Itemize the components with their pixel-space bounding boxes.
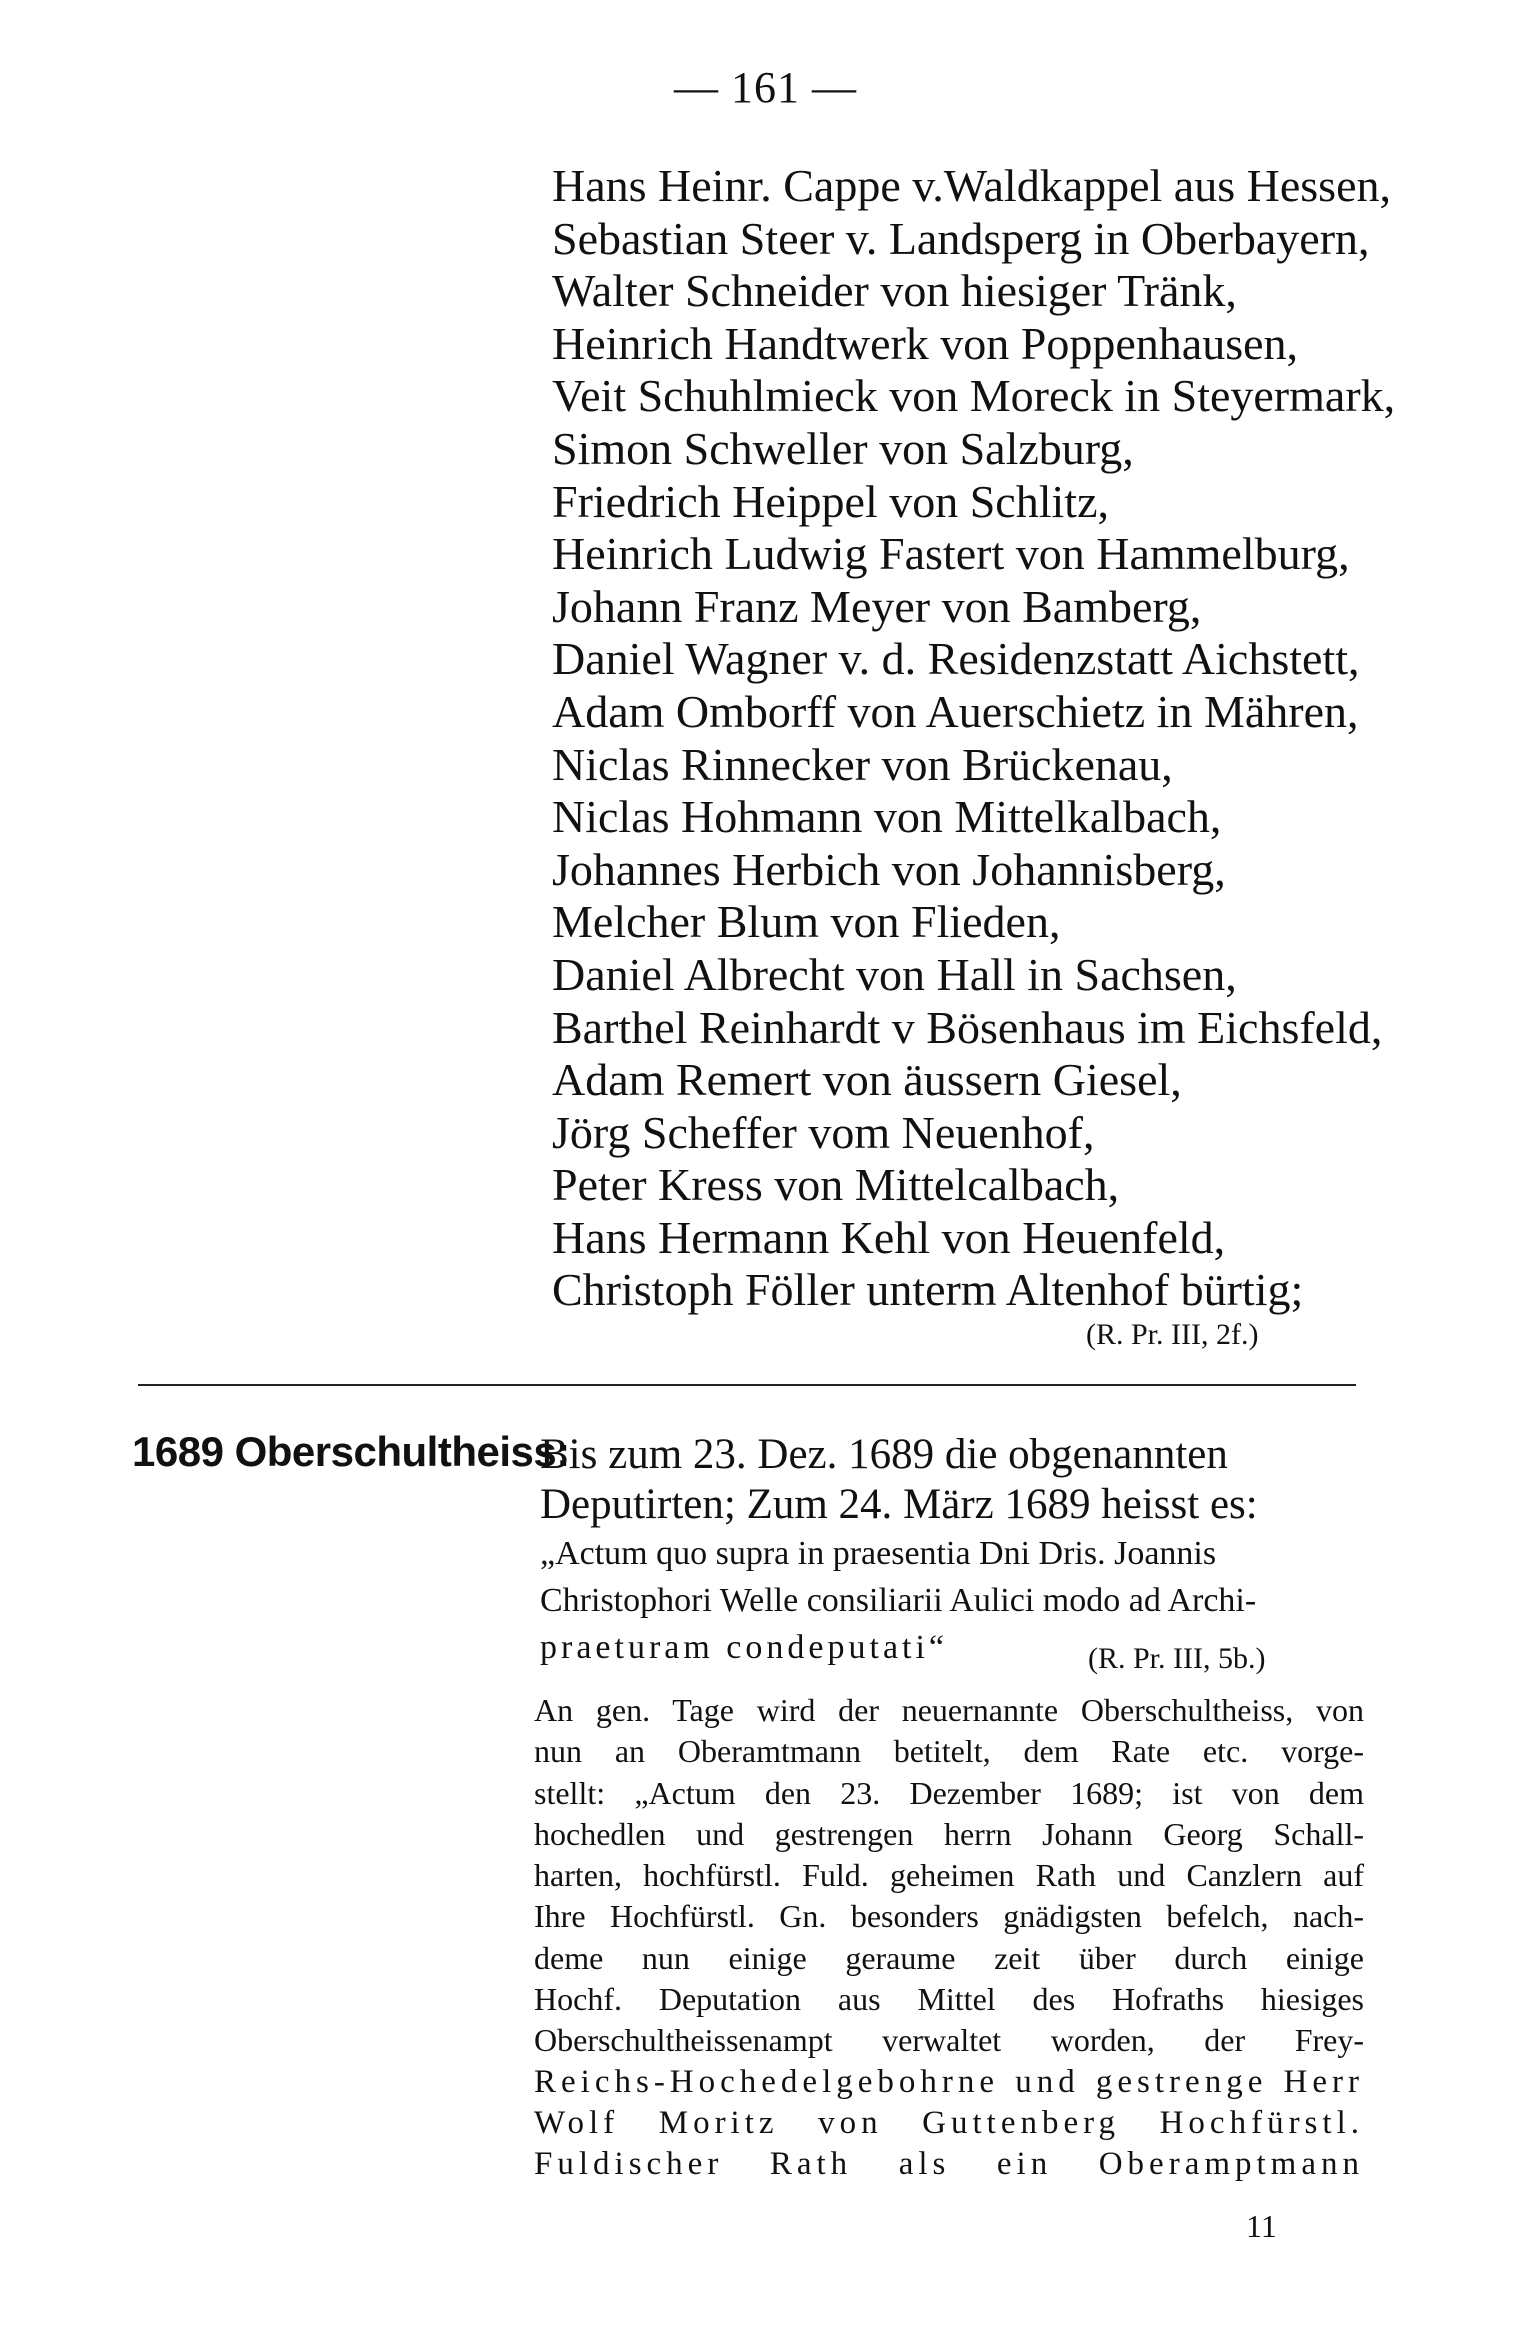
name-line: Jörg Scheffer vom Neuenhof, (552, 1106, 1095, 1158)
name-line: Hans Heinr. Cappe v.Waldkappel aus Hessen, (552, 160, 1391, 211)
note-line: Ihre Hochfürstl. Gn. besonders gnädigsten befelch, nach- (534, 1898, 1364, 1935)
name-line: Heinrich Ludwig Fastert von Hammelburg, (552, 528, 1350, 580)
name-line: Peter Kress von Mittelcalbach, (552, 1159, 1120, 1211)
latin-quote-line: „Actum quo supra in praesentia Dni Dris. Joannis (540, 1535, 1217, 1572)
section-entry (540, 1430, 1360, 1671)
section-heading: 1689 Oberschultheiss: (132, 1428, 570, 1475)
note-line: Oberschultheissenampt verwaltet worden, der Frey- (534, 2022, 1364, 2059)
name-line: Daniel Wagner v. d. Residenzstatt Aichstett, (552, 633, 1360, 685)
name-line: Barthel Reinhardt v Bösenhaus im Eichsfeld, (552, 1001, 1383, 1053)
name-line: Sebastian Steer v. Landsperg in Oberbayern, (552, 212, 1370, 264)
name-line: Daniel Albrecht von Hall in Sachsen, (552, 948, 1237, 1000)
name-line: Niclas Hohmann von Mittelkalbach, (552, 791, 1222, 843)
source-reference: (R. Pr. III, 5b.) (1088, 1642, 1266, 1675)
name-line: Adam Omborff von Auerschietz in Mähren, (552, 685, 1359, 737)
section-divider (138, 1384, 1356, 1386)
signature-mark: 11 (1246, 2208, 1277, 2244)
source-reference: (R. Pr. III, 2f.) (1086, 1318, 1259, 1351)
note-line: stellt: „Actum den 23. Dezember 1689; ist von dem (534, 1774, 1364, 1811)
latin-quote-line: praeturam condeputati“ (540, 1629, 949, 1666)
note-line: harten, hochfürstl. Fuld. geheimen Rath und Canzlern auf (534, 1857, 1364, 1894)
name-line: Friedrich Heippel von Schlitz, (552, 475, 1109, 527)
name-line: Niclas Rinnecker von Brückenau, (552, 738, 1173, 790)
name-line: Johannes Herbich von Johannisberg, (552, 843, 1226, 895)
note-line: Wolf Moritz von Guttenberg Hochfürstl. (534, 2104, 1364, 2141)
note-line: nun an Oberamtmann betitelt, dem Rate etc. vorge- (534, 1733, 1364, 1770)
note-paragraph (534, 1690, 1364, 2186)
note-line: An gen. Tage wird der neuernannte Oberschultheiss, von (534, 1692, 1364, 1728)
note-line: Fuldischer Rath als ein Oberamptmann (534, 2146, 1364, 2183)
name-line: Walter Schneider von hiesiger Tränk, (552, 265, 1237, 317)
name-line: Veit Schuhlmieck von Moreck in Steyermark, (552, 370, 1396, 422)
entry-line: Bis zum 23. Dez. 1689 die obgenannten (540, 1431, 1228, 1478)
name-line: Simon Schweller von Salzburg, (552, 422, 1134, 474)
page-number: — 161 — (674, 63, 857, 112)
name-line: Adam Remert von äussern Giesel, (552, 1054, 1182, 1106)
name-line: Hans Hermann Kehl von Heuenfeld, (552, 1211, 1226, 1263)
name-list (552, 160, 1432, 1317)
name-line: Heinrich Handtwerk von Poppenhausen, (552, 317, 1299, 369)
note-line: Hochf. Deputation aus Mittel des Hofraths hiesiges (534, 1981, 1364, 2018)
entry-line: Deputirten; Zum 24. März 1689 heisst es: (540, 1481, 1258, 1528)
name-line: Melcher Blum von Flieden, (552, 896, 1061, 948)
latin-quote-line: Christophori Welle consiliarii Aulici modo ad Archi- (540, 1582, 1257, 1619)
name-line: Christoph Föller unterm Altenhof bürtig; (552, 1264, 1304, 1316)
name-line: Johann Franz Meyer von Bamberg, (552, 580, 1202, 632)
note-line: Reichs-Hochedelgebohrne und gestrenge Herr (534, 2063, 1364, 2100)
note-line: deme nun einige geraume zeit über durch einige (534, 1939, 1364, 1976)
note-line: hochedlen und gestrengen herrn Johann Georg Schall- (534, 1815, 1364, 1852)
